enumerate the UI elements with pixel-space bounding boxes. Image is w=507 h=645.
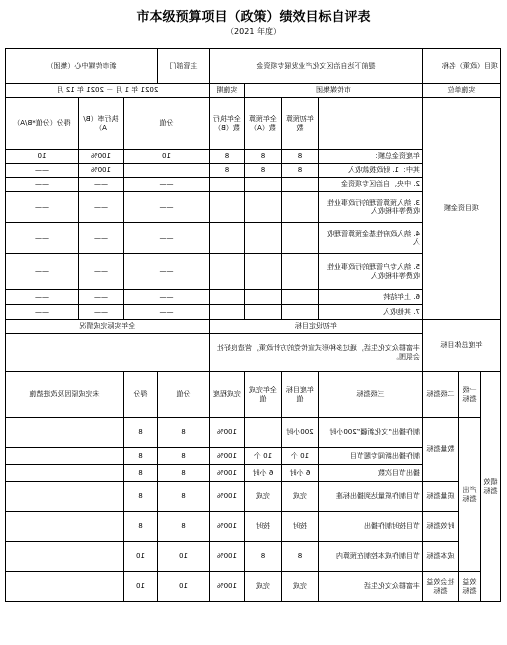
funds-cell [281, 305, 318, 320]
indicator-row [5, 482, 500, 512]
indicator-target: 10 个 [281, 448, 318, 465]
funds-cell: 8 [281, 150, 318, 164]
funds-cell: —— [123, 192, 209, 223]
funds-cell [209, 223, 244, 254]
funds-cell [281, 254, 318, 290]
indicator-got: 8 [123, 448, 157, 465]
indicator-target: 按时 [281, 512, 318, 542]
funds-cell: —— [123, 254, 209, 290]
l1-output-label: 产出指标 [459, 418, 481, 572]
funds-col-header: 执行率（B/A） [78, 98, 123, 150]
indicator-reason [5, 418, 123, 448]
goals-planned-text: 丰富群众文化生活，通过多种形式宣传党的方针政策，营造良好社会氛围。 [209, 334, 422, 372]
funds-cell: —— [5, 254, 78, 290]
indicators-header: 完成程度 [209, 372, 244, 418]
indicator-got: 10 [123, 572, 157, 602]
evaluation-table [5, 48, 501, 602]
funds-cell: —— [78, 290, 123, 305]
report-title: 市本级预算项目（政策）绩效目标自评表 [136, 10, 371, 25]
funds-cell [209, 178, 244, 192]
funds-cell [244, 178, 281, 192]
funds-col-header: 年初预算数 [281, 98, 318, 150]
funds-cell: —— [123, 290, 209, 305]
indicator-score: 8 [157, 465, 209, 482]
indicator-score: 10 [157, 572, 209, 602]
indicator-degree: 100% [209, 572, 244, 602]
indicator-name: 节目按时制作播出 [318, 512, 422, 542]
funds-cell [281, 192, 318, 223]
indicator-target: 200小时 [281, 418, 318, 448]
indicator-reason [5, 482, 123, 512]
indicator-got: 8 [123, 418, 157, 448]
l2-quality-label: 质量指标 [422, 482, 458, 512]
indicators-header: 年度目标值 [281, 372, 318, 418]
funds-cell: —— [123, 178, 209, 192]
indicator-done: 8 [244, 542, 281, 572]
indicator-done [244, 418, 281, 448]
goals-actual-label: 全年实际完成情况 [5, 320, 209, 334]
indicator-name: 制作播出“文化新疆”200小时 [318, 418, 422, 448]
indicators-root-label: 绩效指标 [481, 372, 501, 602]
funds-row-label: 7. 其他收入 [318, 305, 422, 320]
funds-cell: 8 [209, 150, 244, 164]
unit-label: 实施单位 [422, 84, 500, 98]
funds-header-blank [318, 98, 422, 150]
funds-cell [281, 290, 318, 305]
l2-social-label: 社会效益指标 [422, 572, 458, 602]
funds-cell [209, 254, 244, 290]
period-value: 2021 年 1 月 － 2021 年 12 月 [5, 84, 209, 98]
funds-cell: —— [123, 305, 209, 320]
indicator-target: 6 小时 [281, 465, 318, 482]
indicator-degree: 100% [209, 542, 244, 572]
l2-quantity-label: 数量指标 [422, 418, 458, 482]
dept-label: 主管部门 [157, 49, 209, 84]
funds-cell: —— [5, 164, 78, 178]
indicator-reason [5, 542, 123, 572]
report-year: （2021 年度） [226, 27, 281, 36]
funds-cell: 10 [123, 150, 209, 164]
funds-cell: 8 [281, 164, 318, 178]
indicator-got: 10 [123, 542, 157, 572]
funds-cell: 8 [244, 150, 281, 164]
indicator-done: 完成 [244, 572, 281, 602]
funds-cell [244, 223, 281, 254]
project-name-label: 项目（政策）名称 [422, 49, 500, 84]
funds-row-label: 4. 纳入政府性基金预算管理收入 [318, 223, 422, 254]
indicator-score: 8 [157, 448, 209, 465]
indicators-header: 一级指标 [459, 372, 481, 418]
funds-cell: 10 [5, 150, 78, 164]
indicator-got: 8 [123, 465, 157, 482]
indicator-degree: 100% [209, 418, 244, 448]
funds-cell: —— [5, 192, 78, 223]
funds-cell: —— [78, 192, 123, 223]
indicator-row [5, 542, 500, 572]
indicator-done: 6 小时 [244, 465, 281, 482]
funds-cell [281, 223, 318, 254]
funds-cell [123, 164, 209, 178]
indicator-row [5, 512, 500, 542]
indicator-degree: 100% [209, 448, 244, 465]
goals-section-label: 年度总体目标 [422, 320, 500, 372]
l2-cost-label: 成本指标 [422, 542, 458, 572]
funds-cell: —— [123, 223, 209, 254]
indicators-header: 分值 [157, 372, 209, 418]
indicator-name: 节目制作成本控制在预算内 [318, 542, 422, 572]
funds-cell: —— [5, 223, 78, 254]
indicator-target: 完成 [281, 482, 318, 512]
goals-actual-text [5, 334, 209, 372]
unit-value: 市传媒集团 [244, 84, 422, 98]
funds-cell: —— [78, 254, 123, 290]
indicator-score: 8 [157, 482, 209, 512]
funds-cell [244, 192, 281, 223]
indicator-reason [5, 572, 123, 602]
funds-cell: 8 [209, 164, 244, 178]
indicator-got: 8 [123, 482, 157, 512]
funds-cell: —— [5, 290, 78, 305]
indicators-header: 三级指标 [318, 372, 422, 418]
period-label: 实施期 [209, 84, 244, 98]
funds-cell: —— [78, 223, 123, 254]
indicator-score: 8 [157, 418, 209, 448]
project-name: 提前下达自治区文化产业发展专项资金 [209, 49, 422, 84]
indicator-degree: 100% [209, 482, 244, 512]
funds-row-label: 6. 上年结转 [318, 290, 422, 305]
funds-section-label: 项目资金额 [422, 98, 500, 320]
indicator-target: 完成 [281, 572, 318, 602]
funds-cell [244, 305, 281, 320]
indicator-done: 完成 [244, 482, 281, 512]
dept-value: 新市传媒中心（集团） [5, 49, 157, 84]
funds-col-header: 得分（分值*B/A） [5, 98, 78, 150]
indicator-row [5, 572, 500, 602]
indicator-degree: 100% [209, 465, 244, 482]
indicator-name: 播出节目次数 [318, 465, 422, 482]
funds-row-label: 2. 中央、自治区专项资金 [318, 178, 422, 192]
funds-cell: 100% [78, 164, 123, 178]
indicator-reason [5, 465, 123, 482]
indicators-header: 未完成原因及改进措施 [5, 372, 123, 418]
funds-cell [209, 192, 244, 223]
indicators-header: 得分 [123, 372, 157, 418]
indicators-header: 二级指标 [422, 372, 458, 418]
indicator-done: 10 个 [244, 448, 281, 465]
indicator-done: 按时 [244, 512, 281, 542]
funds-row-label: 年度资金总额： [318, 150, 422, 164]
funds-cell: 8 [244, 164, 281, 178]
funds-cell: —— [78, 305, 123, 320]
funds-cell: 100% [78, 150, 123, 164]
funds-col-header: 全年执行数（B） [209, 98, 244, 150]
funds-cell: —— [5, 305, 78, 320]
funds-col-header: 分值 [123, 98, 209, 150]
indicator-degree: 100% [209, 512, 244, 542]
funds-cell: —— [78, 178, 123, 192]
funds-cell [209, 290, 244, 305]
funds-cell [244, 290, 281, 305]
funds-row-label: 其中：1. 财政拨款收入 [318, 164, 422, 178]
indicator-got: 8 [123, 512, 157, 542]
l2-time-label: 时效指标 [422, 512, 458, 542]
funds-cell [209, 305, 244, 320]
indicator-name: 丰富群众文化生活 [318, 572, 422, 602]
funds-cell: —— [5, 178, 78, 192]
goals-planned-label: 年初设定目标 [209, 320, 422, 334]
indicators-header: 全年完成值 [244, 372, 281, 418]
funds-col-header: 全年预算数（A） [244, 98, 281, 150]
funds-cell [281, 178, 318, 192]
indicator-reason [5, 448, 123, 465]
funds-cell [244, 254, 281, 290]
funds-row-label: 3. 纳入预算管理的行政事业性收费等非税收入 [318, 192, 422, 223]
funds-row-label: 5. 纳入专户管理的行政事业性收费等非税收入 [318, 254, 422, 290]
indicator-target: 8 [281, 542, 318, 572]
indicator-score: 10 [157, 542, 209, 572]
indicator-name: 制作播出新闻专题节目 [318, 448, 422, 465]
indicator-name: 节目制作质量达到播出标准 [318, 482, 422, 512]
l1-effect-label: 效益指标 [459, 572, 481, 602]
indicator-row [5, 418, 500, 448]
indicator-score: 8 [157, 512, 209, 542]
indicator-reason [5, 512, 123, 542]
